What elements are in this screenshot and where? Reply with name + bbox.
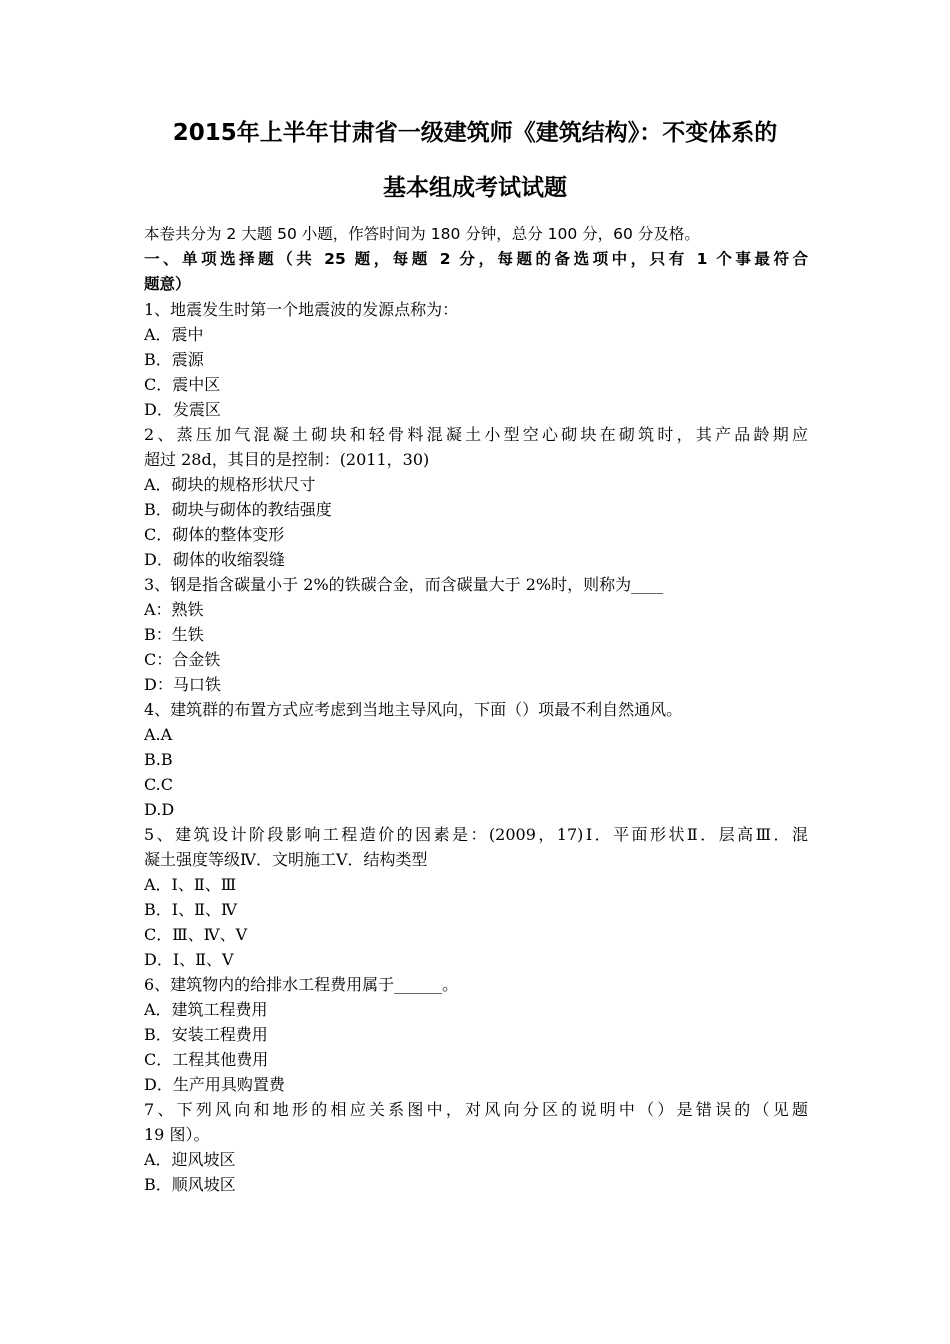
question-stem: 3、钢是指含碳量小于 2%的铁碳合金，而含碳量大于 2%时，则称为____ <box>144 575 664 594</box>
question-6 <box>144 972 808 1097</box>
answer-option: B．震源 <box>144 350 204 369</box>
answer-option: B.B <box>144 750 173 769</box>
answer-option: D．生产用具购置费 <box>144 1075 285 1094</box>
question-stem: 5、建筑设计阶段影响工程造价的因素是：(2009，17)Ⅰ．平面形状Ⅱ．层高Ⅲ．混 <box>144 825 808 844</box>
answer-option: C．Ⅲ、Ⅳ、Ⅴ <box>144 925 248 944</box>
question-stem: 凝土强度等级Ⅳ．文明施工Ⅴ．结构类型 <box>144 850 428 869</box>
question-7 <box>144 1097 808 1197</box>
question-stem: 6、建筑物内的给排水工程费用属于______。 <box>144 975 459 994</box>
answer-option: C．工程其他费用 <box>144 1050 269 1069</box>
answer-option: A．Ⅰ、Ⅱ、Ⅲ <box>144 875 237 894</box>
document-title-line-2: 基本组成考试试题 <box>383 175 567 201</box>
answer-option: B：生铁 <box>144 625 204 644</box>
question-stem: 1、地震发生时第一个地震波的发源点称为： <box>144 300 459 319</box>
answer-option: B．顺风坡区 <box>144 1175 236 1194</box>
answer-option: D．发震区 <box>144 400 221 419</box>
question-5 <box>144 822 808 972</box>
section-heading-line-1: 一、单项选择题（共 25 题，每题 2 分，每题的备选项中，只有 1 个事最符合 <box>144 250 808 268</box>
answer-option: C.C <box>144 775 173 794</box>
exam-intro: 本卷共分为 2 大题 50 小题，作答时间为 180 分钟，总分 100 分，60 分及格。 <box>144 225 700 243</box>
answer-option: C：合金铁 <box>144 650 221 669</box>
question-stem: 2、蒸压加气混凝土砌块和轻骨料混凝土小型空心砌块在砌筑时，其产品龄期应 <box>144 425 808 444</box>
section-heading-line-2: 题意） <box>144 275 191 293</box>
answer-option: A．建筑工程费用 <box>144 1000 268 1019</box>
answer-option: A．震中 <box>144 325 204 344</box>
question-stem: 7、下列风向和地形的相应关系图中，对风向分区的说明中（）是错误的（见题 <box>144 1100 808 1119</box>
question-1 <box>144 297 808 422</box>
answer-option: B．安装工程费用 <box>144 1025 268 1044</box>
question-4 <box>144 697 808 822</box>
question-3 <box>144 572 808 697</box>
answer-option: B．砌块与砌体的教结强度 <box>144 500 332 519</box>
answer-option: D：马口铁 <box>144 675 221 694</box>
answer-option: D．砌体的收缩裂缝 <box>144 550 285 569</box>
question-stem: 4、建筑群的布置方式应考虑到当地主导风向，下面（）项最不利自然通风。 <box>144 700 683 719</box>
answer-option: A.A <box>144 725 173 744</box>
answer-option: D.D <box>144 800 175 819</box>
answer-option: A．迎风坡区 <box>144 1150 236 1169</box>
question-2 <box>144 422 808 572</box>
answer-option: D．Ⅰ、Ⅱ、Ⅴ <box>144 950 234 969</box>
document-title-line-1: 2015年上半年甘肃省一级建筑师《建筑结构》：不变体系的 <box>172 120 778 146</box>
question-stem: 超过 28d，其目的是控制：(2011，30) <box>144 450 430 469</box>
answer-option: B．Ⅰ、Ⅱ、Ⅳ <box>144 900 237 919</box>
answer-option: C．震中区 <box>144 375 221 394</box>
question-list <box>144 297 808 1197</box>
question-stem: 19 图）。 <box>144 1125 210 1144</box>
answer-option: A．砌块的规格形状尺寸 <box>144 475 316 494</box>
answer-option: C．砌体的整体变形 <box>144 525 285 544</box>
answer-option: A：熟铁 <box>144 600 204 619</box>
document-body <box>144 222 808 1197</box>
